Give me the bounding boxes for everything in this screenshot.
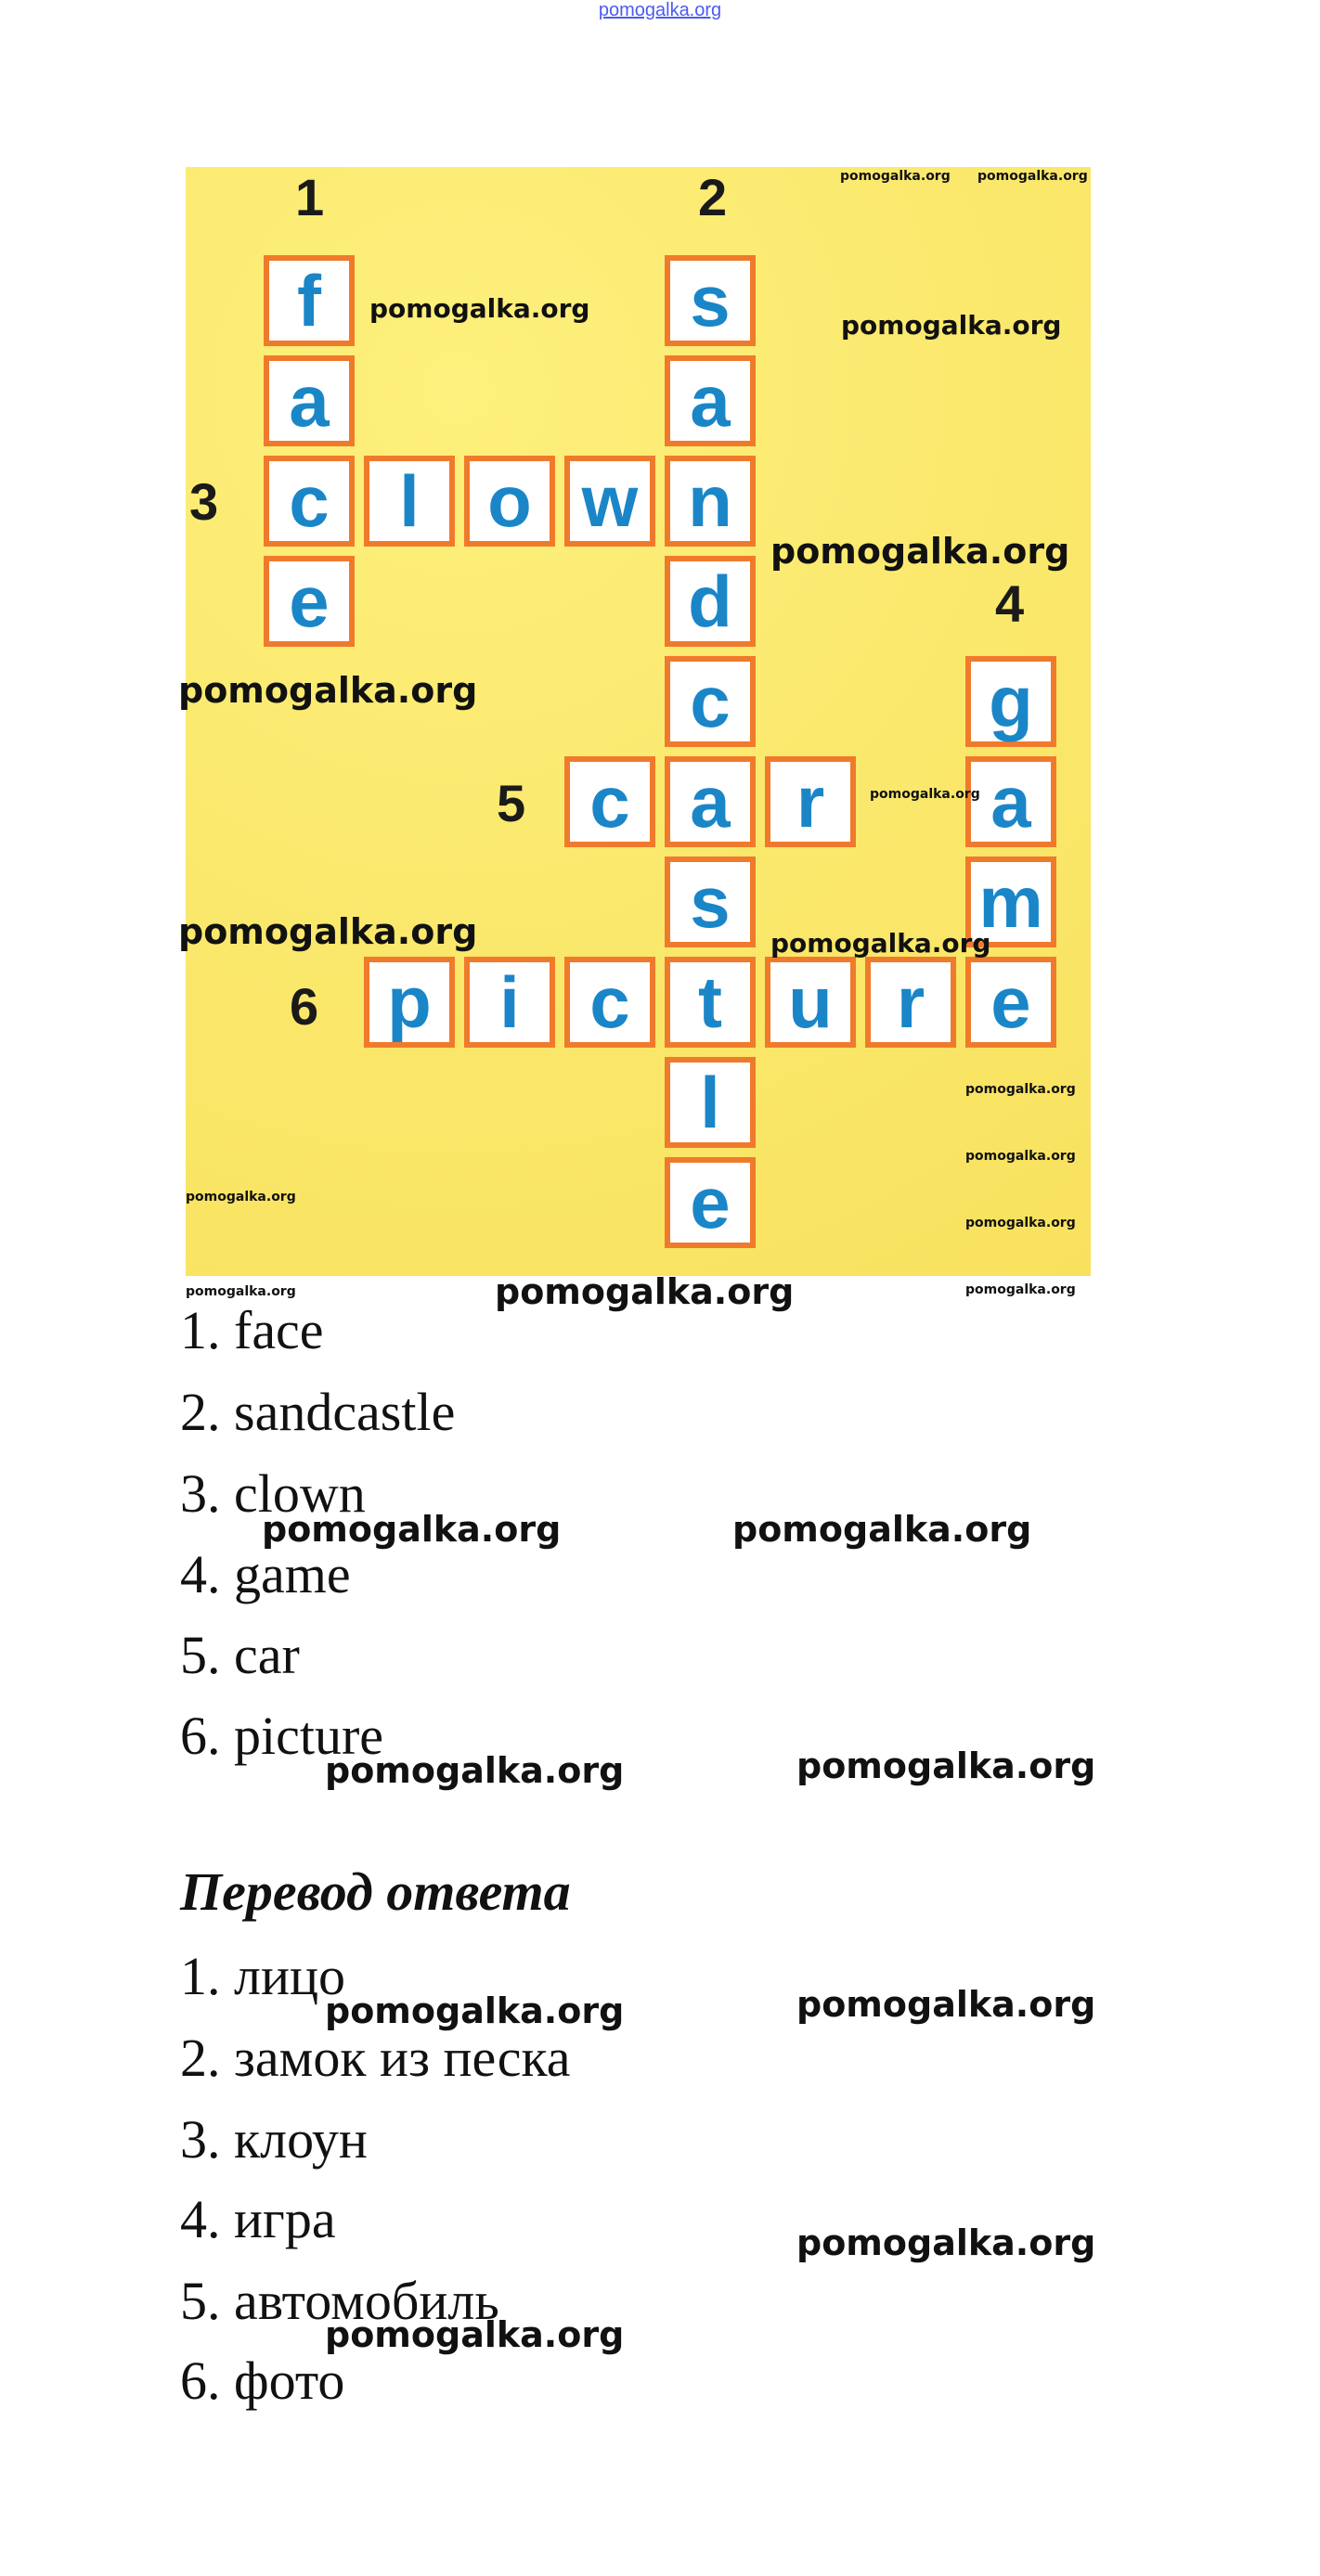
crossword-cell: w: [564, 456, 655, 547]
answer-line: 6. picture: [180, 1706, 384, 1766]
watermark: pomogalka.org: [841, 310, 1062, 341]
clue-number-5: 5: [497, 774, 526, 832]
crossword-cell: c: [264, 456, 355, 547]
crossword-cell: e: [665, 1157, 756, 1248]
crossword-cell: l: [364, 456, 455, 547]
crossword-cell: t: [665, 957, 756, 1048]
clue-number-6: 6: [290, 977, 319, 1036]
crossword-cell: e: [965, 957, 1056, 1048]
crossword-cell: r: [865, 957, 956, 1048]
crossword-cell: r: [765, 756, 856, 847]
crossword-cell: c: [564, 957, 655, 1048]
watermark: pomogalka.org: [870, 787, 980, 802]
watermark: pomogalka.org: [796, 2222, 1096, 2263]
watermark: pomogalka.org: [186, 1284, 296, 1299]
crossword-cell: s: [665, 857, 756, 947]
crossword-cell: o: [464, 456, 555, 547]
crossword-cell: i: [464, 957, 555, 1048]
watermark: pomogalka.org: [977, 169, 1088, 184]
translation-line: 4. игра: [180, 2189, 336, 2249]
watermark: pomogalka.org: [840, 169, 951, 184]
clue-number-4: 4: [995, 574, 1025, 633]
crossword-cell: s: [665, 255, 756, 346]
crossword-cell: a: [965, 756, 1056, 847]
watermark: pomogalka.org: [325, 1990, 625, 2031]
translation-heading: Перевод ответа: [180, 1861, 571, 1922]
watermark: pomogalka.org: [965, 1282, 1076, 1297]
crossword-cell: f: [264, 255, 355, 346]
translation-line: 6. фото: [180, 2351, 345, 2411]
crossword-cell: c: [665, 656, 756, 747]
crossword-cell: c: [564, 756, 655, 847]
watermark: pomogalka.org: [796, 1984, 1096, 2025]
watermark: pomogalka.org: [770, 928, 991, 959]
clue-number-1: 1: [295, 168, 325, 226]
watermark: pomogalka.org: [495, 1271, 795, 1312]
crossword-cell: a: [264, 355, 355, 446]
crossword-cell: g: [965, 656, 1056, 747]
watermark: pomogalka.org: [965, 1149, 1076, 1164]
crossword-cell: l: [665, 1057, 756, 1148]
watermark: pomogalka.org: [262, 1509, 562, 1550]
watermark: pomogalka.org: [178, 911, 478, 952]
watermark: pomogalka.org: [186, 1190, 296, 1204]
watermark: pomogalka.org: [965, 1216, 1076, 1230]
watermark: pomogalka.org: [178, 670, 478, 711]
translation-line: 3. клоун: [180, 2109, 368, 2170]
translation-line: 5. автомобиль: [180, 2271, 499, 2331]
crossword-cell: a: [665, 756, 756, 847]
site-link[interactable]: pomogalka.org: [598, 0, 722, 20]
watermark: pomogalka.org: [325, 1750, 625, 1791]
answer-line: 1. face: [180, 1300, 324, 1360]
answer-line: 3. clown: [180, 1463, 366, 1524]
crossword-cell: a: [665, 355, 756, 446]
watermark: pomogalka.org: [732, 1509, 1032, 1550]
crossword-cell: p: [364, 957, 455, 1048]
answer-line: 5. car: [180, 1625, 300, 1685]
answer-line: 2. sandcastle: [180, 1382, 456, 1442]
answer-line: 4. game: [180, 1544, 351, 1604]
crossword-cell: e: [264, 556, 355, 647]
clue-number-2: 2: [698, 168, 728, 226]
watermark: pomogalka.org: [965, 1082, 1076, 1097]
crossword-cell: n: [665, 456, 756, 547]
crossword-cell: m: [965, 857, 1056, 947]
clue-number-3: 3: [189, 472, 219, 531]
translation-line: 1. лицо: [180, 1946, 346, 2006]
watermark: pomogalka.org: [770, 531, 1070, 572]
watermark: pomogalka.org: [796, 1745, 1096, 1786]
watermark: pomogalka.org: [369, 293, 590, 324]
watermark: pomogalka.org: [325, 2314, 625, 2355]
translation-line: 2. замок из песка: [180, 2028, 571, 2088]
crossword-cell: u: [765, 957, 856, 1048]
crossword-cell: d: [665, 556, 756, 647]
